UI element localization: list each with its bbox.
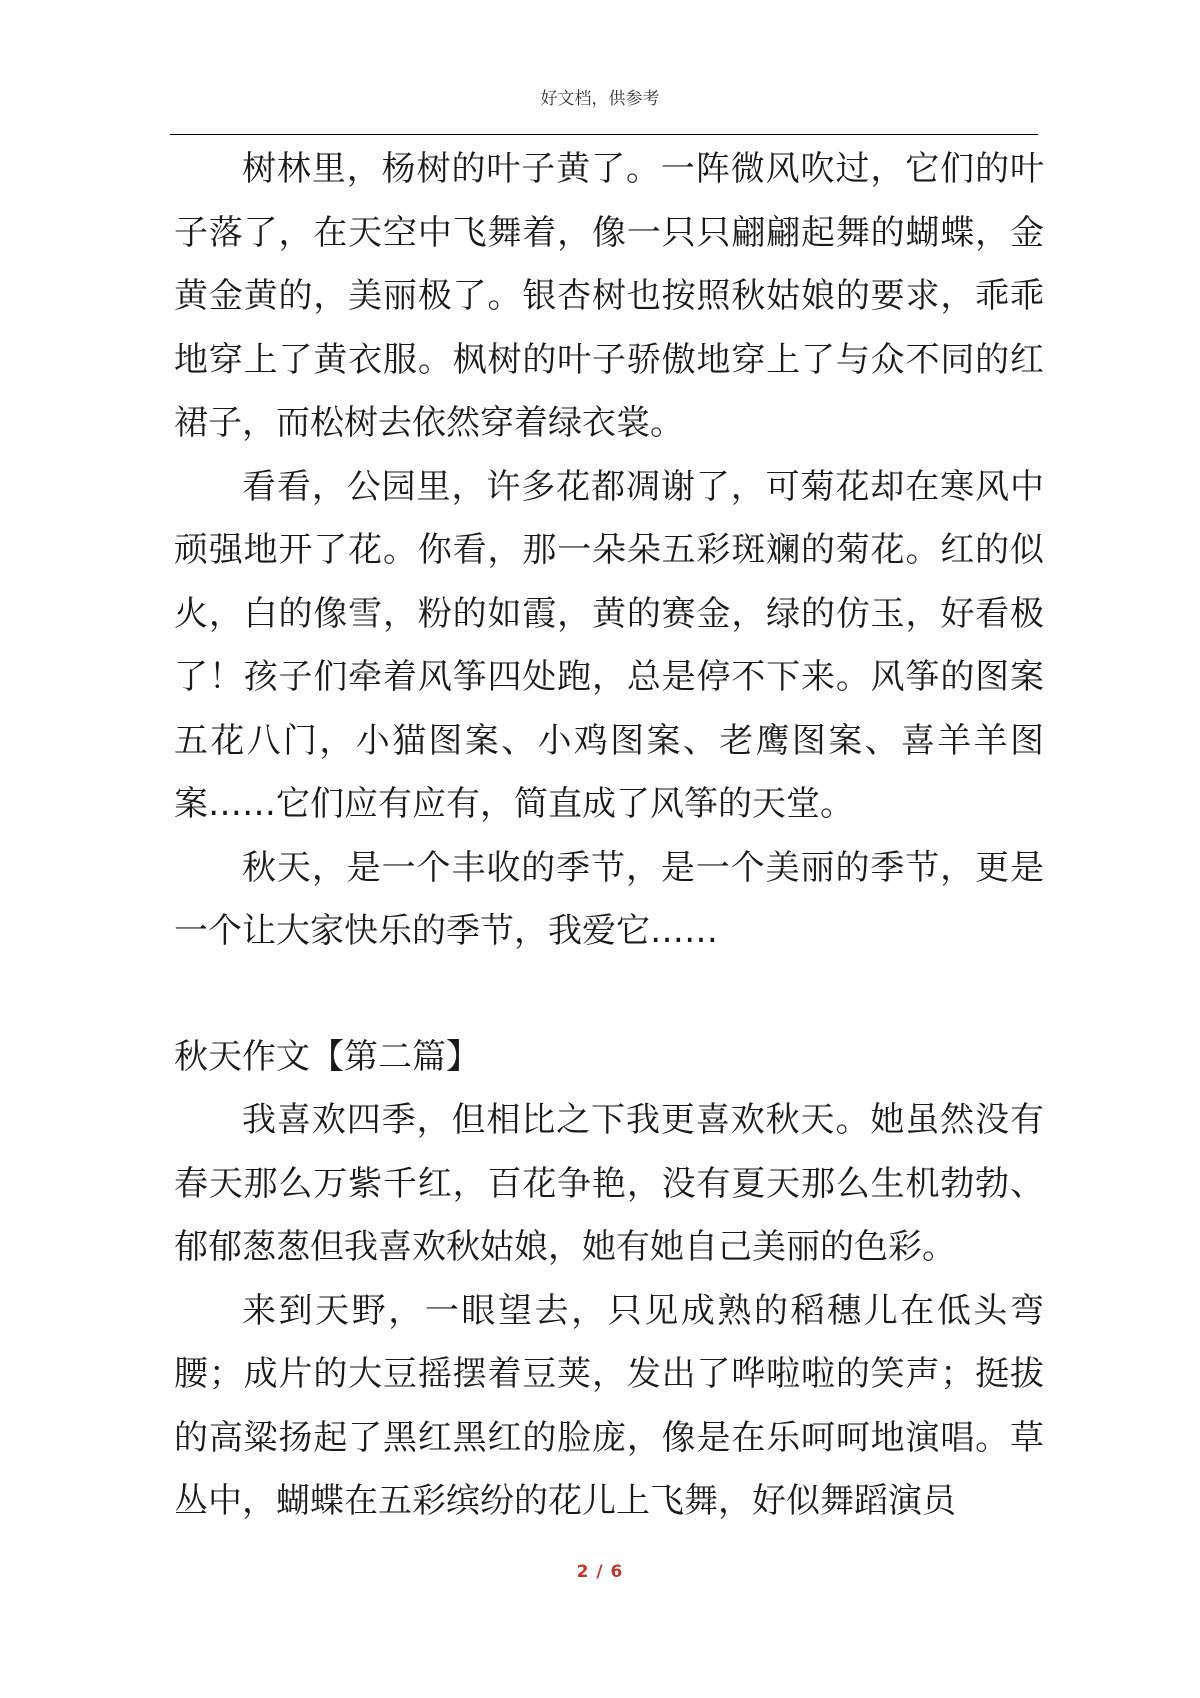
page-header: 好文档，供参考 <box>540 89 660 109</box>
paragraph-1: 树林里，杨树的叶子黄了。一阵微风吹过，它们的叶子落了，在天空中飞舞着，像一只只翩翩起舞的蝴蝶，金黄金黄的，美丽极了。银杏树也按照秋姑娘的要求，乖乖地穿上了黄衣服。枫树的叶子骄傲地穿上了与众不同的红裙子，而松树去依然穿着绿衣裳。 <box>174 149 1044 443</box>
paragraph-5: 来到天野，一眼望去，只见成熟的稻穗儿在低头弯腰；成片的大豆摇摆着豆荚，发出了哗啦啦的笑声；挺拔的高粱扬起了黑红黑红的脸庞，像是在乐呵呵地演唱。草丛中，蝴蝶在五彩缤纷的花儿上飞舞，好似舞蹈演员 <box>174 1290 1044 1521</box>
paragraph-4: 我喜欢四季，但相比之下我更喜欢秋天。她虽然没有春天那么万紫千红，百花争艳，没有夏天那么生机勃勃、郁郁葱葱但我喜欢秋姑娘，她有她自己美丽的色彩。 <box>174 1100 1044 1267</box>
page-number: 2 / 6 <box>576 1562 624 1582</box>
header-divider <box>170 134 1038 135</box>
paragraph-2: 看看，公园里，许多花都凋谢了，可菊花却在寒风中顽强地开了花。你看，那一朵朵五彩斑斓的菊花。红的似火，白的像雪，粉的如霞，黄的赛金，绿的仿玉，好看极了！孩子们牵着风筝四处跑，总是停不下来。风筝的图案五花八门，小猫图案、小鸡图案、老鹰图案、喜羊羊图案……它们应有应有，简直成了风筝的天堂。 <box>174 466 1044 824</box>
paragraph-3: 秋天，是一个丰收的季节，是一个美丽的季节，更是一个让大家快乐的季节，我爱它…… <box>174 847 1044 951</box>
document-body <box>174 138 1044 1534</box>
section-heading: 秋天作文【第二篇】 <box>174 1036 480 1077</box>
